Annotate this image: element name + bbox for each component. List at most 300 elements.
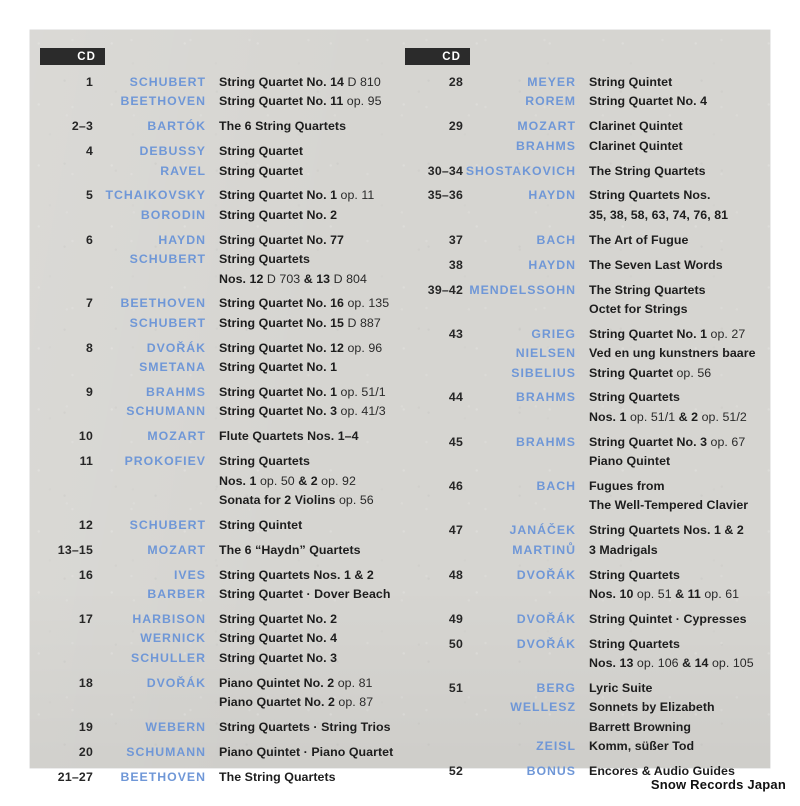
tracklist-group [30,429,400,448]
cd-column-header-left: CD [40,48,105,65]
work-title [576,390,770,404]
tracklist-row [400,283,770,302]
tracklist-row [400,164,770,183]
work-title-main: Lyric Suite [589,681,653,696]
work-catalogue-number: op. 56 [673,365,712,380]
tracklist-row [400,366,770,385]
composer-name: WERNICK [140,631,206,646]
work-catalogue-number: op. 27 [707,326,746,341]
work-title [576,612,770,626]
work-title-main: Fugues from [589,479,665,494]
work-title-main: Piano Quartet No. 2 [219,694,335,709]
work-title [576,637,770,651]
composer-name: BARTÓK [147,119,206,134]
work-title-secondary: & 2 [675,409,699,424]
tracklist-group [30,233,400,291]
work-title-main: Komm, süßer Tod [589,739,695,754]
work-title [576,681,770,695]
tracklist-row [400,233,770,252]
work-title-main: String Quartet No. 16 [219,296,344,311]
composer-name: TCHAIKOVSKY [105,188,206,203]
tracklist-group [30,676,400,715]
disc-number: 19 [78,719,93,734]
composer-name: WELLESZ [510,700,576,715]
disc-number: 9 [85,384,93,399]
work-title-main: Nos. 1 [589,409,627,424]
disc-number: 51 [448,681,463,696]
tracklist-row [400,139,770,158]
work-title [206,208,400,222]
composer-name: BACH [536,232,576,247]
work-title [576,454,770,468]
work-title [206,75,400,89]
work-title-main: Octet for Strings [589,301,688,316]
disc-number: 49 [448,611,463,626]
work-title-main: String Quartet No. 3 [589,434,708,449]
disc-number: 18 [78,675,93,690]
work-catalogue-number: op. 95 [343,94,382,109]
composer-name: SCHUBERT [129,517,206,532]
work-catalogue-number: op. 67 [707,434,746,449]
work-title [576,139,770,153]
work-title [206,144,400,158]
work-title-main: String Quartet No. 15 [219,315,344,330]
composer-name: BACH [536,479,576,494]
composer-name: SCHUBERT [129,252,206,267]
work-title-main: Piano Quintet [589,454,671,469]
work-catalogue-number-secondary: op. 92 [317,473,356,488]
tracklist-group [30,518,400,537]
disc-number: 12 [78,517,93,532]
tracklist-row [400,739,770,758]
work-title [576,543,770,557]
composer-name: BEETHOVEN [120,94,206,109]
tracklist-group [400,390,770,429]
work-title [206,493,400,507]
work-catalogue-number: D 810 [343,75,381,89]
work-title-main: String Quartet No. 1 [589,326,708,341]
disc-number: 8 [85,340,93,355]
composer-name: BRAHMS [516,138,576,153]
work-title-main: String Quartets [219,252,310,267]
work-title [576,656,770,670]
work-title [206,252,400,266]
work-title [576,302,770,316]
work-catalogue-number: op. 41/3 [337,404,386,419]
tracklist-row [400,119,770,138]
tracklist-group [400,164,770,183]
tracklist-row [30,316,400,335]
tracklist-group [30,188,400,227]
tracklist-row [30,272,400,291]
composer-name: SCHUMANN [126,744,206,759]
work-title-main: The 6 “Haydn” Quartets [219,542,361,557]
composer-name: SCHUBERT [129,315,206,330]
composer-name: HARBISON [132,611,206,626]
work-title [206,94,400,108]
work-catalogue-number-secondary: op. 51/2 [698,409,747,424]
tracklist-row [400,656,770,675]
work-title [206,119,400,133]
tracklist-row [30,94,400,113]
work-title [576,764,770,778]
work-catalogue-number: op. 96 [343,340,383,355]
tracklist-group [30,296,400,335]
work-title [206,385,400,399]
work-title-main: String Quartets Nos. 1 & 2 [219,567,374,582]
work-title [206,296,400,310]
work-title [206,745,400,759]
work-title [206,341,400,355]
work-title-main: The 6 String Quartets [219,119,347,134]
work-title-main: String Quartet No. 14 [219,75,344,89]
work-title [206,720,400,734]
tracklist-row [400,568,770,587]
work-title-main: The String Quartets [219,769,336,784]
tracklist-group [30,745,400,764]
tracklist-row [30,341,400,360]
work-catalogue-number: op. 11 [337,188,375,203]
tracklist-row [30,429,400,448]
work-title-main: String Quartet No. 3 [219,650,338,665]
disc-number: 5 [85,188,93,203]
work-title [576,258,770,272]
tracklist-group [30,720,400,739]
disc-number: 10 [78,429,93,444]
composer-name: BORODIN [140,207,206,222]
tracklist-row [30,188,400,207]
disc-number: 11 [79,454,93,469]
work-title-main: String Quartet [589,365,673,380]
tracklist-row [30,252,400,271]
work-title-secondary: & 14 [678,656,709,671]
work-title-secondary: & 2 [294,473,318,488]
work-title [206,474,400,488]
composer-name: RAVEL [160,163,206,178]
work-catalogue-number: op. 81 [334,675,373,690]
tracklist-group [400,327,770,385]
tracklist-row [400,390,770,409]
tracklist-group [400,612,770,631]
cd-booklet-insert [30,30,770,784]
composer-name: BARBER [147,586,206,601]
composer-name: DEBUSSY [139,144,206,159]
work-title-main: String Quartet No. 11 [219,94,344,109]
composer-name: HAYDN [158,232,206,247]
tracklist-group [400,435,770,474]
tracklist-group [30,341,400,380]
tracklist-row [400,188,770,207]
tracklist-row [400,75,770,94]
work-catalogue-number: op. 51/1 [626,409,676,424]
work-title-main: The String Quartets [589,282,706,297]
composer-name: SCHUMANN [126,404,206,419]
tracklist-group [30,385,400,424]
work-catalogue-number: op. 135 [343,296,390,311]
work-catalogue-number-secondary: D 804 [330,271,367,286]
work-catalogue-number-secondary: op. 61 [700,586,740,601]
tracklist-row [400,327,770,346]
disc-number: 2–3 [71,119,93,134]
work-title [576,94,770,108]
work-title-secondary: & 13 [300,271,331,286]
tracklist-row [30,119,400,138]
tracklist-column-left [30,75,400,789]
work-title [576,283,770,297]
work-title-main: Nos. 13 [589,656,634,671]
work-title [576,700,770,714]
work-title [206,631,400,645]
work-title-main: Sonata for 2 Violins [219,492,336,507]
work-title [206,164,400,178]
work-title-main: Nos. 10 [589,586,634,601]
tracklist-row [400,612,770,631]
work-title [206,188,400,202]
disc-number: 47 [448,523,463,538]
tracklist-row [400,302,770,321]
tracklist-group [30,119,400,138]
work-title-main: String Quartet No. 3 [219,404,338,419]
disc-number: 29 [448,119,463,134]
disc-number: 48 [448,567,463,582]
composer-name: DVOŘÁK [146,675,206,690]
tracklist-row [30,144,400,163]
disc-number: 1 [85,75,93,89]
work-title [576,435,770,449]
tracklist-group [30,75,400,114]
composer-name: BEETHOVEN [120,769,206,784]
work-title [206,612,400,626]
work-title-main: String Quartet No. 4 [219,631,338,646]
composer-name: WEBERN [145,719,206,734]
work-catalogue-number-secondary: op. 105 [708,656,754,671]
work-title-main: String Quartets [219,454,310,469]
work-title-main: String Quartet No. 2 [219,611,338,626]
tracklist-row [30,770,400,789]
tracklist-group [30,144,400,183]
composer-name: SMETANA [139,360,206,375]
watermark-snow-records-japan: Snow Records Japan [650,777,786,792]
work-title [206,272,400,286]
composer-name: GRIEG [531,326,576,341]
tracklist-group [30,568,400,607]
tracklist-column-right [400,75,770,784]
tracklist-row [30,631,400,650]
tracklist-group [400,75,770,114]
disc-number: 45 [448,434,463,449]
work-title [576,233,770,247]
tracklist-row [30,518,400,537]
work-title [206,770,400,784]
composer-name: MOZART [147,429,206,444]
tracklist-group [400,568,770,607]
work-catalogue-number: op. 51/1 [337,384,386,399]
work-title [576,739,770,753]
composer-name: HAYDN [528,257,576,272]
tracklist-row [30,454,400,473]
work-title-main: String Quartet No. 1 [219,384,338,399]
work-catalogue-number: op. 50 [256,473,295,488]
work-title-main: Clarinet Quintet [589,119,683,134]
work-title [576,410,770,424]
work-title [576,498,770,512]
work-title-main: String Quartets [589,567,680,582]
tracklist-row [400,410,770,429]
work-title [206,676,400,690]
tracklist-group [400,523,770,562]
composer-name: BEETHOVEN [120,296,206,311]
tracklist-group [400,233,770,252]
disc-number: 44 [448,390,463,405]
composer-name: DVOŘÁK [146,340,206,355]
work-title-main: Barrett Browning [589,719,691,734]
work-title [576,188,770,202]
tracklist-group [400,119,770,158]
composer-name: DVOŘÁK [516,636,576,651]
tracklist-row [30,676,400,695]
tracklist-row [30,720,400,739]
work-catalogue-number: D 703 [263,271,301,286]
tracklist-group [30,612,400,670]
tracklist-row [400,498,770,517]
disc-number: 39–42 [427,282,463,297]
tracklist-row [30,587,400,606]
tracklist-row [400,681,770,700]
composer-name: BONUS [526,764,576,779]
work-title [576,720,770,734]
disc-number: 28 [448,75,463,89]
work-title [576,208,770,222]
composer-name: MOZART [147,542,206,557]
work-title-main: The Well-Tempered Clavier [589,498,749,513]
disc-number: 7 [85,296,93,311]
work-title [576,568,770,582]
tracklist-row [30,75,400,94]
composer-name: NIELSEN [515,346,576,361]
work-title-main: String Quintet · Cypresses [589,611,747,626]
work-title [206,695,400,709]
work-title [206,404,400,418]
tracklist-row [400,720,770,739]
composer-name: BRAHMS [516,434,576,449]
tracklist-group [400,283,770,322]
tracklist-row [30,651,400,670]
work-title [206,360,400,374]
tracklist-row [400,454,770,473]
composer-name: DVOŘÁK [516,567,576,582]
tracklist-group [400,681,770,759]
disc-number: 35–36 [427,188,463,203]
composer-name: ROREM [525,94,576,109]
tracklist-group [400,188,770,227]
work-title [576,587,770,601]
work-title [576,479,770,493]
composer-name: DVOŘÁK [516,611,576,626]
tracklist-row [400,346,770,365]
composer-name: MOZART [517,119,576,134]
composer-name: BERG [536,681,576,696]
work-title-main: Sonnets by Elizabeth [589,700,715,715]
work-title [206,543,400,557]
work-title [206,233,400,247]
tracklist-row [400,208,770,227]
tracklist-row [400,435,770,454]
tracklist-row [30,164,400,183]
disc-number: 17 [78,611,93,626]
tracklist-row [30,404,400,423]
tracklist-row [400,523,770,542]
tracklist-row [30,296,400,315]
composer-name: IVES [173,567,206,582]
work-title-main: The String Quartets [589,163,706,178]
work-title-main: String Quartet No. 77 [219,232,344,247]
cd-column-header-right: CD [405,48,470,65]
tracklist-group [30,454,400,512]
work-title [576,366,770,380]
work-title [576,327,770,341]
work-title-main: 35, 38, 58, 63, 74, 76, 81 [589,207,729,222]
work-title-main: String Quartet No. 4 [589,94,708,109]
work-title [206,651,400,665]
work-title-main: String Quartet · Dover Beach [219,586,391,601]
work-title-main: String Quartet No. 1 [219,360,338,375]
composer-name: HAYDN [528,188,576,203]
work-title-main: The Art of Fugue [589,232,689,247]
disc-number: 6 [85,232,93,247]
composer-name: ZEISL [536,739,576,754]
work-title-main: String Quintet [219,517,303,532]
composer-name: SCHULLER [131,650,206,665]
tracklist-row [30,695,400,714]
composer-name: BRAHMS [516,390,576,405]
tracklist-row [30,208,400,227]
disc-number: 13–15 [57,542,93,557]
work-title-main: Piano Quintet · Piano Quartet [219,744,394,759]
tracklist-row [400,479,770,498]
work-title-main: String Quartet No. 1 [219,188,338,203]
work-catalogue-number: D 887 [343,315,381,330]
tracklist-row [30,474,400,493]
work-title-main: String Quartets · String Trios [219,719,391,734]
tracklist-row [400,587,770,606]
work-title-main: Clarinet Quintet [589,138,683,153]
work-title-main: String Quartet [219,163,303,178]
work-title [206,316,400,330]
work-title-main: Piano Quintet No. 2 [219,675,335,690]
tracklist-row [30,233,400,252]
tracklist-row [30,385,400,404]
tracklist-group [400,479,770,518]
work-title [206,518,400,532]
work-title [206,568,400,582]
disc-number: 37 [448,232,463,247]
tracklist-row [30,568,400,587]
tracklist-group [30,543,400,562]
tracklist-row [400,700,770,719]
tracklist-group [30,770,400,789]
disc-number: 46 [448,479,463,494]
work-title [576,75,770,89]
tracklist-row [30,360,400,379]
tracklist-row [400,94,770,113]
work-title-secondary: & 11 [671,586,701,601]
tracklist-row [400,637,770,656]
work-title [576,164,770,178]
work-title [576,523,770,537]
disc-number: 43 [448,326,463,341]
composer-name: MENDELSSOHN [469,282,576,297]
disc-number: 30–34 [427,163,463,178]
